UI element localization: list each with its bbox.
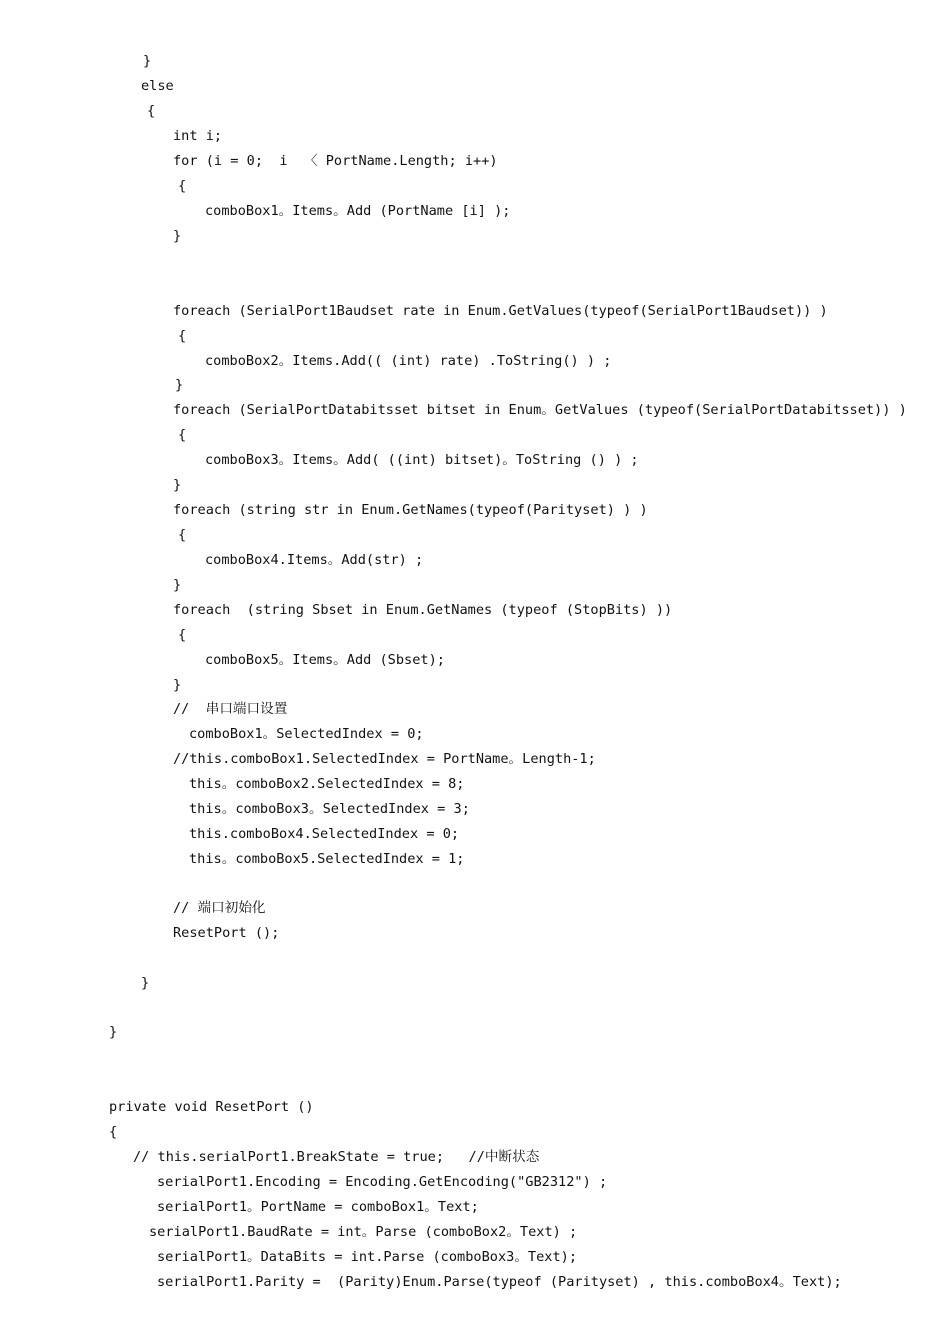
- code-line: comboBox4.Items。Add(str) ;: [205, 552, 424, 568]
- code-line: foreach (string str in Enum.GetNames(typeof(Parityset) ) ): [173, 502, 648, 518]
- code-line: }: [173, 577, 182, 593]
- code-line: {: [178, 328, 187, 344]
- code-line: }: [109, 1024, 118, 1040]
- code-line: comboBox1。Items。Add (PortName [i] );: [205, 203, 511, 219]
- code-line: this。comboBox3。SelectedIndex = 3;: [189, 801, 470, 817]
- code-line: {: [178, 178, 187, 194]
- code-line: }: [173, 228, 182, 244]
- code-line: }: [173, 477, 182, 493]
- method-signature: private void ResetPort (): [109, 1099, 314, 1115]
- code-line: this。comboBox5.SelectedIndex = 1;: [189, 851, 465, 867]
- code-line: {: [109, 1124, 118, 1140]
- code-line: this.comboBox4.SelectedIndex = 0;: [189, 826, 460, 842]
- code-comment: // this.serialPort1.BreakState = true; //中断状态: [133, 1149, 540, 1165]
- code-line: {: [178, 427, 187, 443]
- code-line: comboBox5。Items。Add (Sbset);: [205, 652, 445, 668]
- code-line: comboBox3。Items。Add( ((int) bitset)。ToString () ) ;: [205, 452, 639, 468]
- code-line: serialPort1.Parity = (Parity)Enum.Parse(typeof (Parityset) , this.comboBox4。Text);: [157, 1274, 842, 1290]
- code-line: for (i = 0; i 〈 PortName.Length; i++): [173, 153, 498, 169]
- code-line: int i;: [173, 128, 223, 144]
- code-line: {: [178, 527, 187, 543]
- code-line: foreach (string Sbset in Enum.GetNames (typeof (StopBits) )): [173, 602, 673, 618]
- code-line: }: [175, 377, 184, 393]
- code-line: {: [178, 627, 187, 643]
- code-line: comboBox1。SelectedIndex = 0;: [189, 726, 424, 742]
- code-line: serialPort1。DataBits = int.Parse (comboBox3。Text);: [157, 1249, 578, 1265]
- code-line: {: [147, 103, 156, 119]
- code-line: serialPort1.BaudRate = int。Parse (comboBox2。Text) ;: [149, 1224, 578, 1240]
- code-line: }: [141, 975, 150, 991]
- code-comment: //this.comboBox1.SelectedIndex = PortName。Length-1;: [173, 751, 596, 767]
- code-comment: // 端口初始化: [173, 900, 266, 916]
- code-line: else: [141, 78, 174, 94]
- code-line: this。comboBox2.SelectedIndex = 8;: [189, 776, 465, 792]
- code-line: serialPort1。PortName = comboBox1。Text;: [157, 1199, 479, 1215]
- code-line: comboBox2。Items.Add(( (int) rate) .ToString() ) ;: [205, 353, 612, 369]
- code-line: }: [143, 53, 152, 69]
- code-line: serialPort1.Encoding = Encoding.GetEncoding("GB2312") ;: [157, 1174, 608, 1190]
- code-line: foreach (SerialPort1Baudset rate in Enum.GetValues(typeof(SerialPort1Baudset)) ): [173, 303, 828, 319]
- code-comment: // 串口端口设置: [173, 701, 288, 717]
- code-line: ResetPort ();: [173, 925, 280, 941]
- code-line: }: [173, 677, 182, 693]
- code-line: foreach (SerialPortDatabitsset bitset in Enum。GetValues (typeof(SerialPortDatabitsset)) ): [173, 402, 907, 418]
